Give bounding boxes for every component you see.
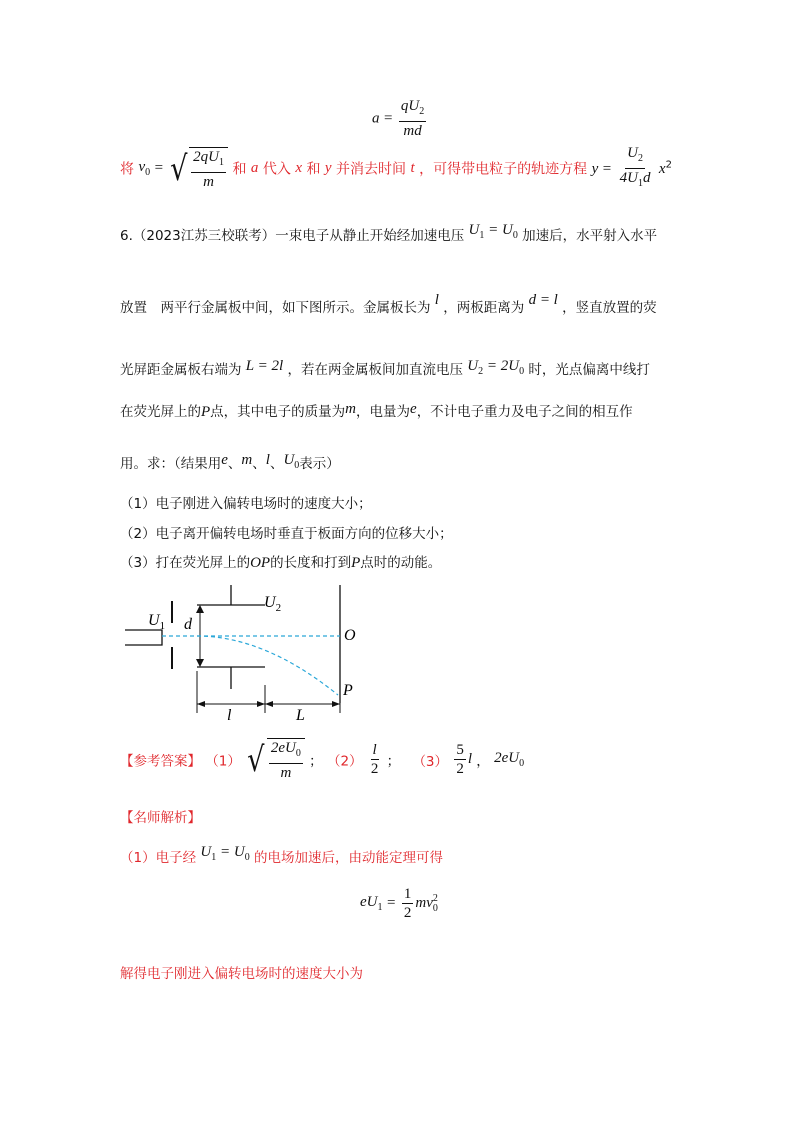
- label-l: l: [227, 707, 232, 724]
- question-1: （1）电子刚进入偏转电场时的速度大小；: [120, 496, 372, 512]
- analysis-label: 【名师解析】: [120, 810, 201, 826]
- label-d: d: [184, 616, 192, 633]
- kinetic-energy-equation: $eU_1$ = $\frac{1}{2}$ mv 2 0: [360, 886, 438, 921]
- label-P: P: [343, 682, 353, 699]
- problem-line-5: 用。求：（结果用e、m、l、$U_0$表示）: [120, 452, 340, 472]
- equation-acceleration: a = $\frac{qU_2}{md}$: [372, 98, 425, 139]
- problem-line-4: 在荧光屏上的P点，其中电子的质量为m，电量为e，不计电子重力及电子之间的相互作: [120, 401, 633, 420]
- reference-answer: 【参考答案】 （1） √ $\frac{2eU_0}{m}$ ； （2） $\frac{l}{2}$ ； （3） $\frac{5}{2}$ l ， $2eU_0$: [120, 739, 525, 781]
- trajectory-statement: 将 $v_0$ = √ $\frac{2qU_1}{m}$ 和 a 代入 x 和 y 并消去时间 t ，可得带电粒子的轨迹方程 y = $\frac{U_2}{4U_1d}$ $x^2$: [120, 145, 672, 190]
- sqrt-expression: √ $\frac{2qU_1}{m}$: [168, 147, 229, 190]
- label-U2: $U_2$: [264, 594, 282, 614]
- problem-line-1: 6.（2023江苏三校联考）一束电子从静止开始经加速电压 $U_1 = U_0$ 加速后，水平射入水平: [120, 222, 658, 244]
- problem-line-2: 放置 两平行金属板中间，如下图所示。金属板长为 l ，两板距离为 d = l ，竖直放置的荧: [120, 292, 657, 316]
- label-U1: $U_1$: [148, 612, 166, 632]
- label-L: L: [296, 707, 305, 724]
- electron-trajectory: [197, 636, 338, 695]
- problem-line-3: 光屏距金属板右端为 L = 2l ，若在两金属板间加直流电压 $U_2 = 2U_0$ 时，光点偏离中线打: [120, 358, 650, 378]
- question-2: （2）电子离开偏转电场时垂直于板面方向的位移大小；: [120, 526, 453, 542]
- question-3: （3）打在荧光屏上的OP的长度和打到P点时的动能。: [120, 555, 442, 571]
- label-O: O: [344, 627, 356, 644]
- analysis-line-1: （1）电子经 $U_1 = U_0$ 的电场加速后，由动能定理可得: [120, 844, 443, 866]
- deflection-diagram: [120, 585, 360, 725]
- analysis-line-2: 解得电子刚进入偏转电场时的速度大小为: [120, 966, 363, 982]
- electron-gun: [125, 630, 162, 645]
